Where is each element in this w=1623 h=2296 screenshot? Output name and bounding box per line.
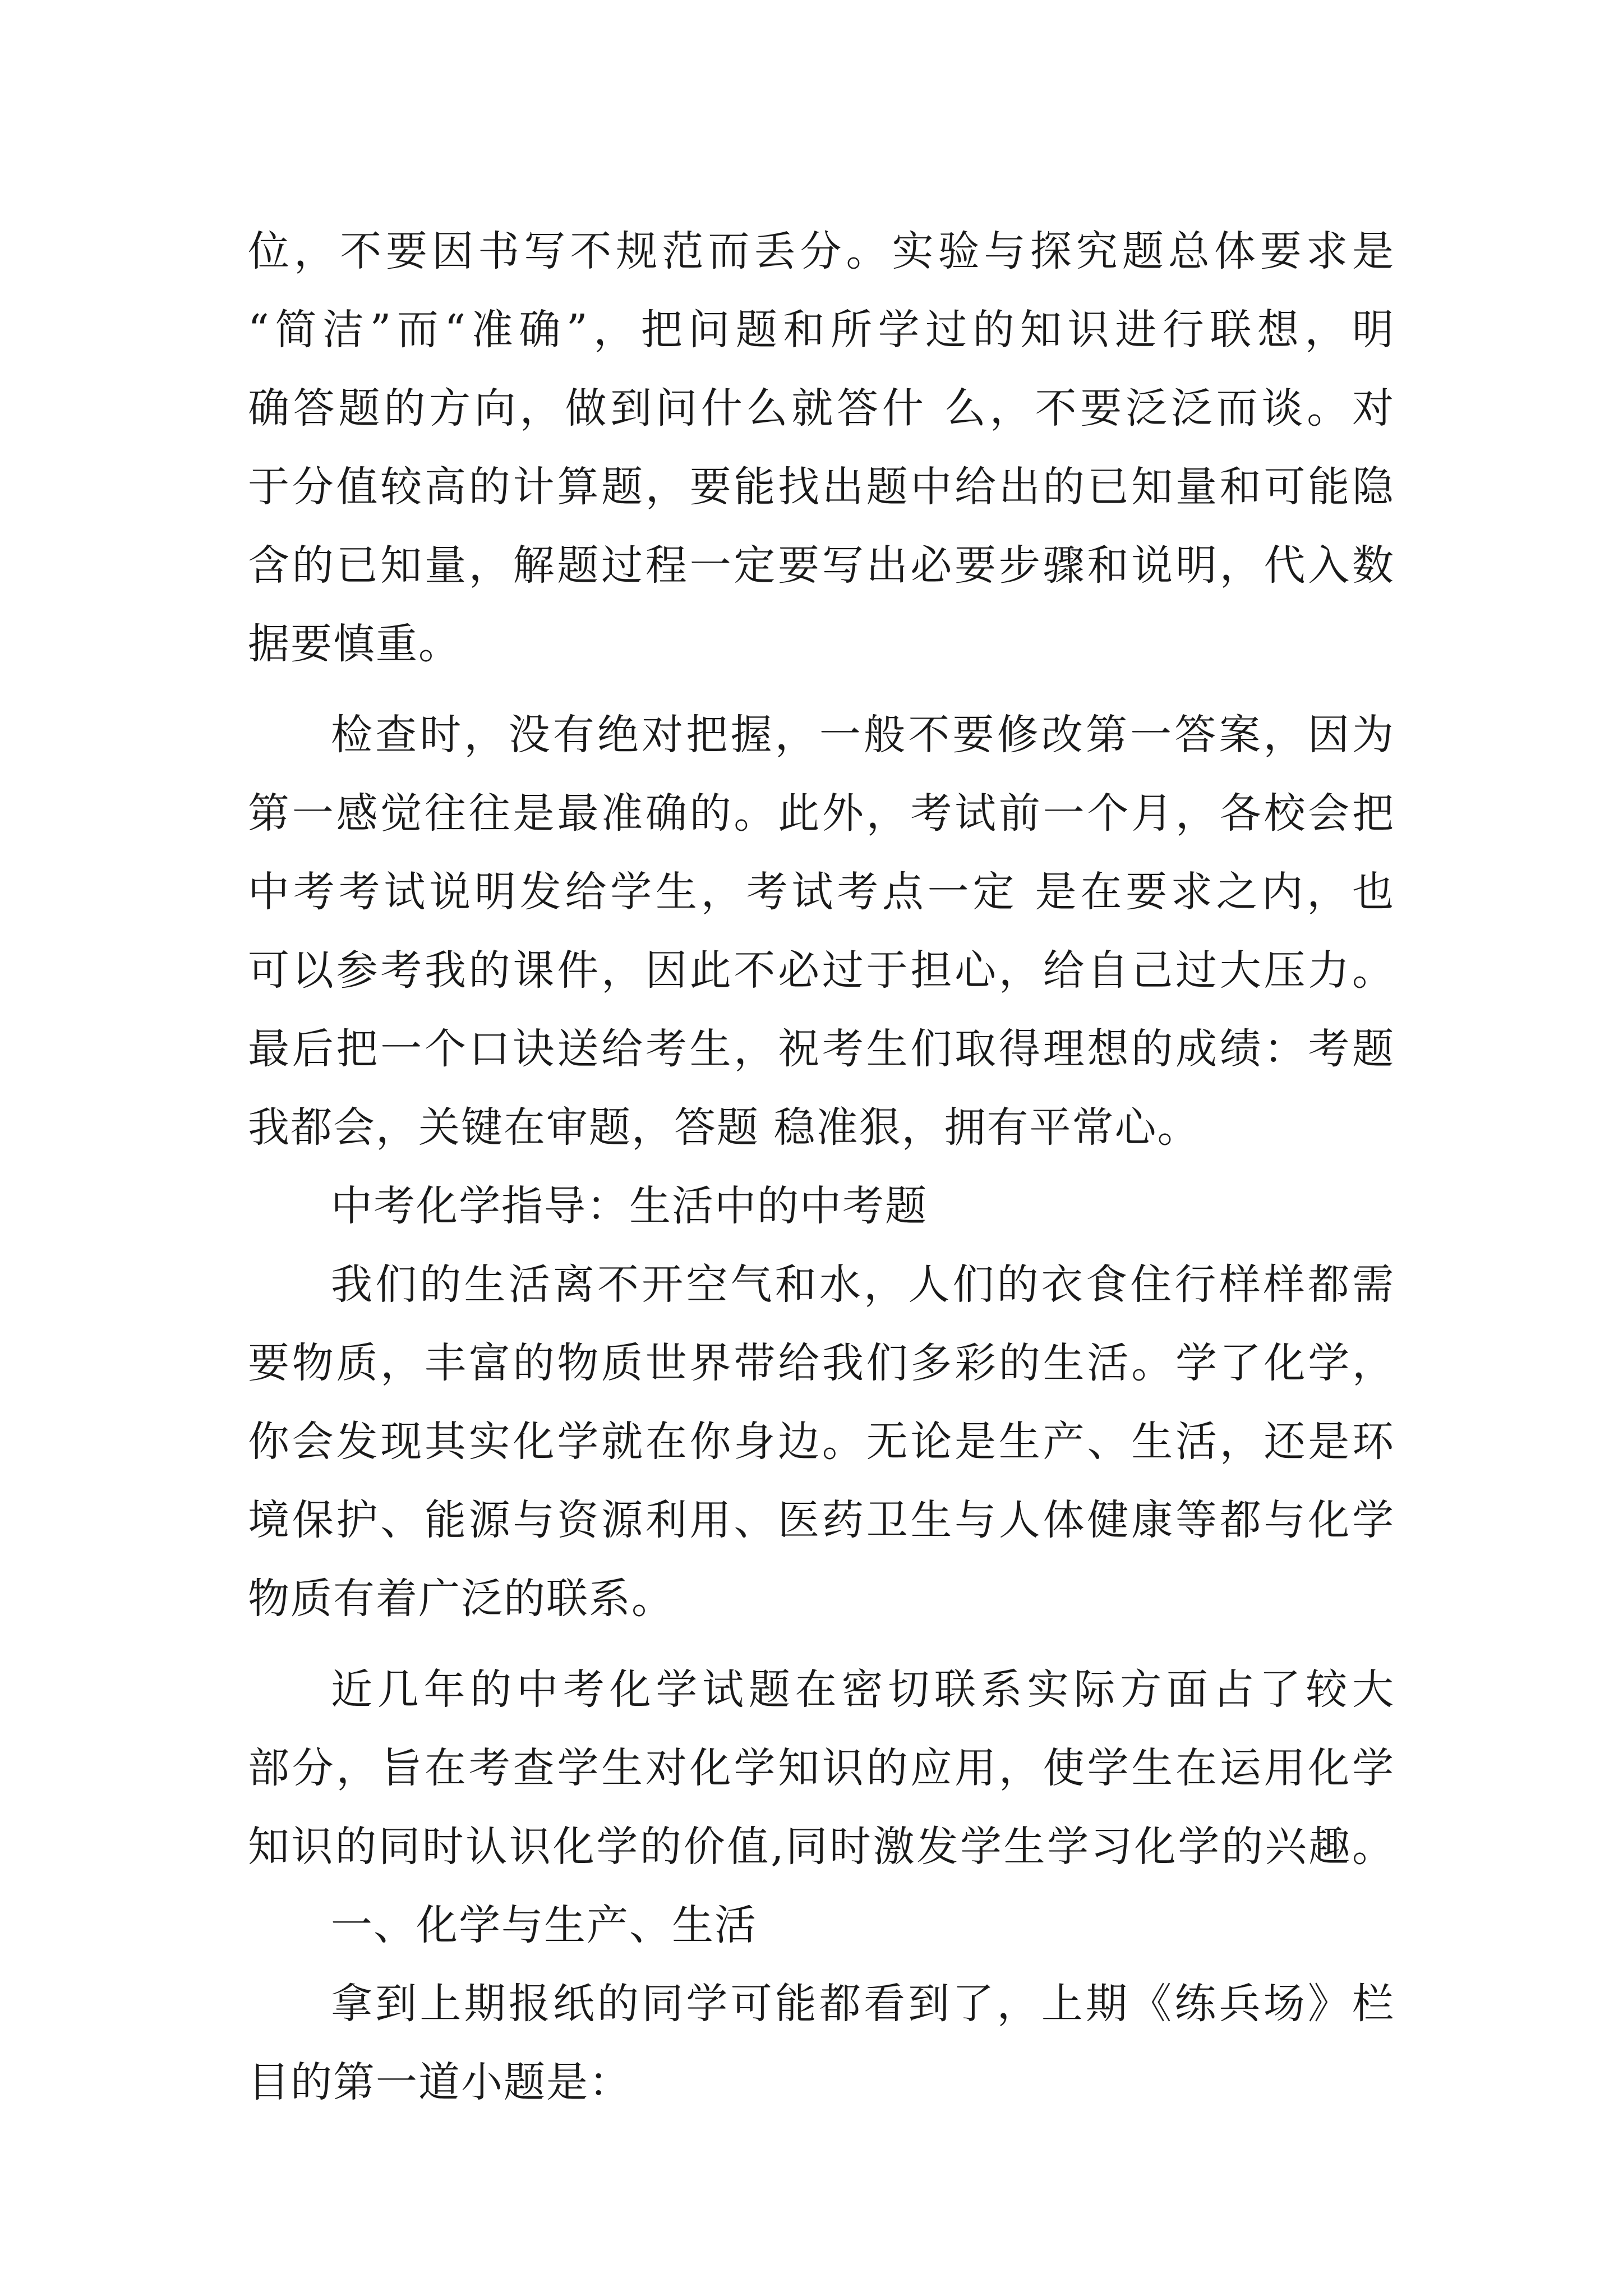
text-line: 境保护、能源与资源利用、医药卫生与人体健康等都与化学: [248, 1496, 1395, 1544]
text-line: 目的第一道小题是：: [248, 2058, 631, 2106]
section-heading: 中考化学指导：生活中的中考题: [331, 1182, 928, 1230]
paragraph-gap: [248, 1638, 1395, 1650]
paragraph-gap: [248, 683, 1395, 696]
text-line: 检查时，没有绝对把握，一般不要修改第一答案，因为: [331, 711, 1395, 759]
text-line: 我们的生活离不开空气和水，人们的衣食住行样样都需: [331, 1260, 1395, 1309]
text-line: 确答题的方向，做到问什么就答什 么，不要泛泛而谈。对: [248, 384, 1395, 432]
text-line: 要物质，丰富的物质世界带给我们多彩的生活。学了化学，: [248, 1339, 1395, 1387]
text-line: 于分值较高的计算题，要能找出题中给出的已知量和可能隐: [248, 463, 1395, 511]
text-line: 我都会，关键在审题，答题 稳准狠，拥有平常心。: [248, 1103, 1200, 1152]
text-line: 物质有着广泛的联系。: [248, 1575, 674, 1623]
text-line: 中考考试说明发给学生，考试考点一定 是在要求之内，也: [248, 868, 1395, 916]
text-line: 拿到上期报纸的同学可能都看到了，上期《练兵场》栏: [331, 1980, 1395, 2028]
text-line: 第一感觉往往是最准确的。此外，考试前一个月，各校会把: [248, 789, 1395, 838]
document-body: [248, 212, 1395, 2122]
text-line: 你会发现其实化学就在你身边。无论是生产、生活，还是环: [248, 1418, 1395, 1466]
text-line: 知识的同时认识化学的价值,同时激发学生学习化学的兴趣。: [248, 1823, 1395, 1871]
text-line: 部分，旨在考查学生对化学知识的应用，使学生在运用化学: [248, 1744, 1395, 1792]
text-line: 最后把一个口诀送给考生，祝考生们取得理想的成绩：考题: [248, 1025, 1395, 1073]
text-line: 可以参考我的课件，因此不必过于担心，给自己过大压力。: [248, 946, 1395, 995]
text-line: 据要慎重。: [248, 620, 461, 668]
text-line: 位，不要因书写不规范而丢分。实验与探究题总体要求是: [248, 227, 1395, 275]
text-line: 含的已知量，解题过程一定要写出必要步骤和说明，代入数: [248, 541, 1395, 590]
text-line: “简洁”而“准确”，把问题和所学过的知识进行联想，明: [248, 306, 1395, 354]
subsection-heading: 一、化学与生产、生活: [331, 1901, 757, 1949]
text-line: 近几年的中考化学试题在密切联系实际方面占了较大: [331, 1665, 1395, 1714]
